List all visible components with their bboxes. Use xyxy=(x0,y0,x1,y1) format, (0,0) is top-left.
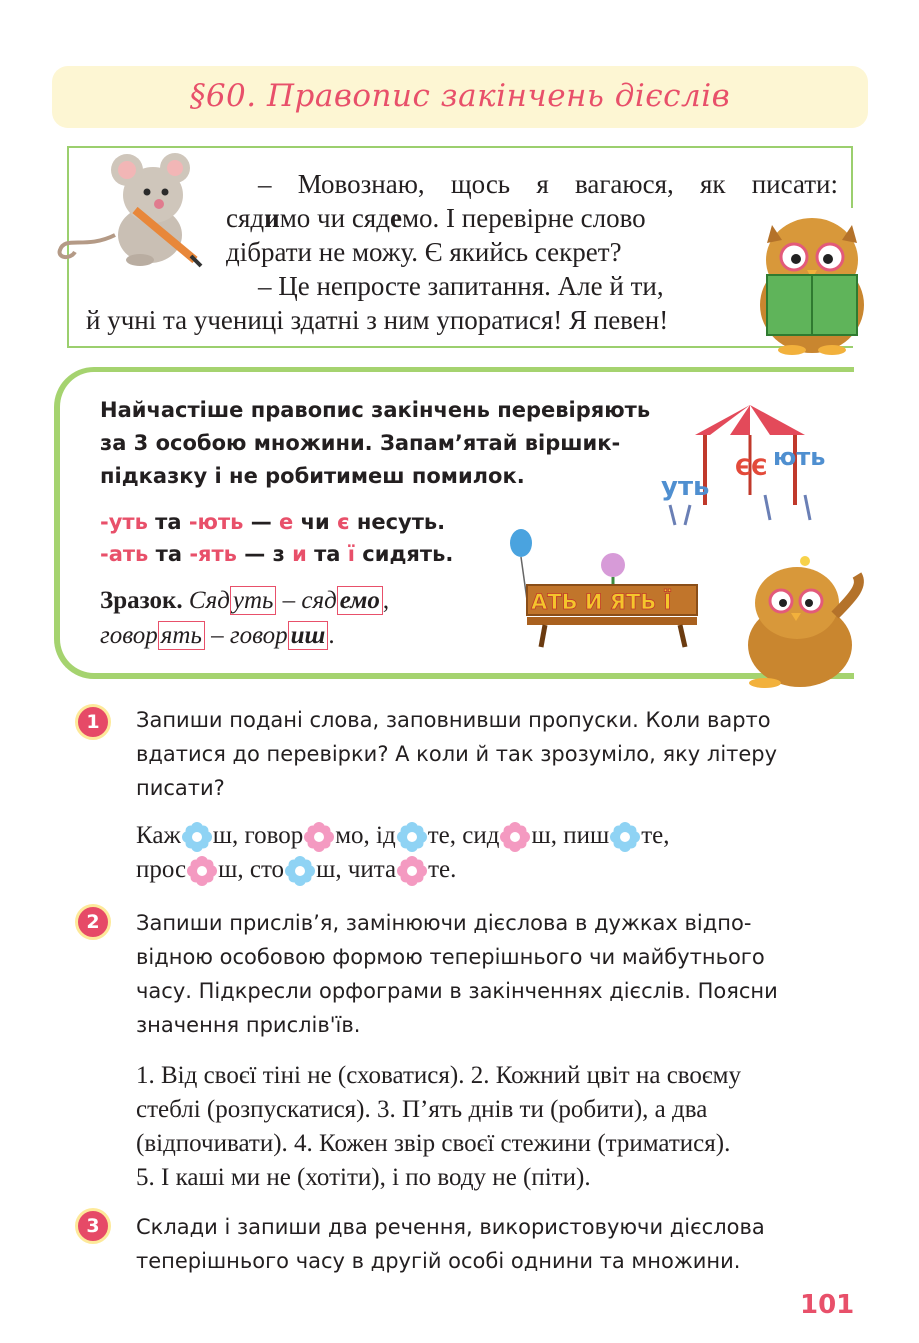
dialog-highlight: и xyxy=(264,203,280,233)
title-banner xyxy=(52,66,868,128)
verse-line-2 xyxy=(100,539,453,569)
dialog-word: – xyxy=(258,169,272,199)
task-2-exercise-line-2: стеблі (розпускатися). 3. П’ять днів ти (робити), а два xyxy=(136,1096,708,1123)
sample-stem: Сяд xyxy=(188,587,230,614)
task-2-line-1: Запиши прислів’я, замінюючи дієслова в дужках відпо- xyxy=(136,911,752,935)
task-2-line-2: відною особовою формою теперішнього чи майбутнього xyxy=(136,945,765,969)
verse-text: з xyxy=(272,542,293,566)
task-2-line-3: часу. Підкресли орфограми в закінченнях дієслів. Поясни xyxy=(136,979,778,1003)
dialog-line-5: й учні та учениці здатні з ним упоратися! Я певен! xyxy=(86,305,669,335)
verse-letter: є xyxy=(337,510,350,534)
bench-illustration xyxy=(505,525,705,650)
task-1-exercise-line-1 xyxy=(136,819,670,853)
sample-punct: . xyxy=(328,622,335,649)
owl-waving-illustration xyxy=(735,555,870,690)
verse-ending: -ать xyxy=(100,542,149,566)
dialog-line-2 xyxy=(226,202,646,234)
verse-ending: -уть xyxy=(100,510,148,534)
task-3-line-1: Склади і запиши два речення, використовуючи дієслова xyxy=(136,1215,765,1239)
sample-stem: – говор xyxy=(204,622,288,649)
exercise-fragment: прос xyxy=(136,856,187,883)
sample-line-2 xyxy=(100,620,335,652)
exercise-fragment: те, xyxy=(641,822,670,849)
exercise-fragment: те, сид xyxy=(427,822,500,849)
verse-text: — xyxy=(236,542,273,566)
sample-stem: говор xyxy=(100,622,158,649)
task-number-3: 3 xyxy=(75,1208,111,1244)
blue-flower-icon xyxy=(285,856,315,886)
dialog-word: Мовознаю, xyxy=(297,169,425,199)
sample-label: Зразок. xyxy=(100,587,183,614)
verse-letter: ї xyxy=(347,542,355,566)
pink-flower-icon xyxy=(397,856,427,886)
dialog-highlight: е xyxy=(389,203,402,233)
blue-flower-icon xyxy=(182,822,212,852)
exercise-fragment: ш, пиш xyxy=(531,822,610,849)
task-2-exercise-line-4: 5. І каші ми не (хотіти), і по воду не (піти). xyxy=(136,1164,591,1191)
task-1-exercise-line-2 xyxy=(136,853,456,887)
sign-at-yat: АТЬ И ЯТЬ Ї xyxy=(531,590,672,614)
sample-ending: иш xyxy=(288,621,329,650)
sample-ending: ять xyxy=(158,621,205,650)
dialog-word: вагаюся, xyxy=(574,169,674,199)
pink-flower-icon xyxy=(304,822,334,852)
dialog-line-1 xyxy=(258,168,838,200)
task-3-line-2: теперішнього часу в другій особі однини та множини. xyxy=(136,1249,741,1273)
sample-ending: емо xyxy=(337,586,383,615)
verse-text: несуть. xyxy=(349,510,446,534)
sign-ut: уть xyxy=(661,472,710,502)
task-2-exercise-line-3: (відпочивати). 4. Кожен звір своєї стежини (триматися). xyxy=(136,1130,731,1157)
rule-line-1: Найчастіше правопис закінчень перевіряють xyxy=(100,398,651,422)
verse-ending: -ять xyxy=(189,542,237,566)
dialog-part: сяд xyxy=(226,203,265,233)
task-1-line-3: писати? xyxy=(136,776,225,800)
task-1-line-1: Запиши подані слова, заповнивши пропуски. Коли варто xyxy=(136,708,771,732)
verse-ending: -ють xyxy=(188,510,244,534)
sample-ending: уть xyxy=(230,586,277,615)
dialog-word: щось xyxy=(450,169,511,199)
verse-text: сидять. xyxy=(355,542,454,566)
sample-punct: , xyxy=(382,587,390,614)
exercise-fragment: Каж xyxy=(136,822,181,849)
verse-text: та xyxy=(148,542,190,566)
sample-line-1 xyxy=(100,585,389,617)
rule-line-3: підказку і не робитимеш помилок. xyxy=(100,464,525,488)
exercise-fragment: ш, говор xyxy=(212,822,304,849)
rule-line-2: за 3 особою множини. Запам’ятай віршик- xyxy=(100,431,621,455)
dialog-word: писати: xyxy=(751,169,838,199)
exercise-fragment: ш, сто xyxy=(218,856,285,883)
task-2-exercise-line-1: 1. Від своєї тіні не (сховатися). 2. Кожний цвіт на своєму xyxy=(136,1062,741,1089)
exercise-fragment: те. xyxy=(428,856,457,883)
verse-text: та xyxy=(147,510,189,534)
page-title: §60. Правопис закінчень дієслів xyxy=(189,78,731,114)
blue-flower-icon xyxy=(397,822,427,852)
sign-yut: ють xyxy=(773,443,826,471)
sample-stem: – сяд xyxy=(276,587,337,614)
page-number: 101 xyxy=(800,1290,855,1320)
sign-ee: ЄЄ xyxy=(735,456,768,481)
blue-flower-icon xyxy=(610,822,640,852)
carousel-illustration xyxy=(655,395,835,530)
task-number-1: 1 xyxy=(75,704,111,740)
owl-reading-illustration xyxy=(752,205,872,355)
pink-flower-icon xyxy=(187,856,217,886)
verse-text: чи xyxy=(293,510,338,534)
task-number-2: 2 xyxy=(75,904,111,940)
task-2-line-4: значення прислів'їв. xyxy=(136,1013,361,1037)
pink-flower-icon xyxy=(500,822,530,852)
verse-text: та xyxy=(306,542,348,566)
dialog-part: мо. І перевірне слово xyxy=(401,203,646,233)
verse-line-1 xyxy=(100,507,445,537)
dialog-line-4: – Це непросте запитання. Але й ти, xyxy=(258,271,664,301)
verse-text: — xyxy=(243,510,280,534)
exercise-fragment: мо, ід xyxy=(335,822,396,849)
dialog-line-3: дібрати не можу. Є якийсь секрет? xyxy=(226,237,622,267)
dialog-part: мо чи сяд xyxy=(279,203,390,233)
task-1-line-2: вдатися до перевірки? А коли й так зрозуміло, яку літеру xyxy=(136,742,778,766)
mouse-illustration xyxy=(55,140,205,270)
dialog-word: я xyxy=(536,169,549,199)
dialog-word: як xyxy=(699,169,726,199)
exercise-fragment: ш, чита xyxy=(316,856,397,883)
verse-letter: е xyxy=(279,510,294,534)
verse-letter: и xyxy=(292,542,307,566)
